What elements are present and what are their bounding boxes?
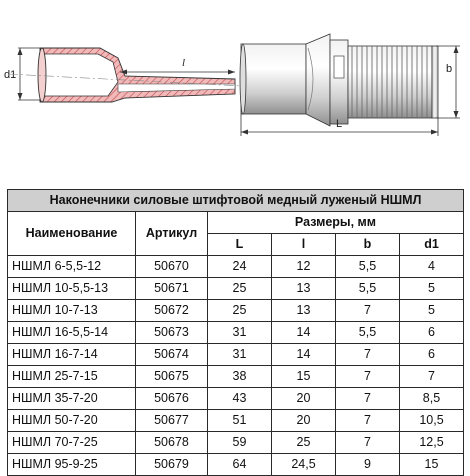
cell-name: НШМЛ 25-7-15 [8,366,136,388]
header-b: b [336,234,400,256]
cell-b: 7 [336,344,400,366]
cell-name: НШМЛ 35-7-20 [8,388,136,410]
cell-d1: 15 [400,454,464,476]
cell-d1: 4 [400,256,464,278]
cell-L: 24 [208,256,272,278]
cell-L: 59 [208,432,272,454]
cell-name: НШМЛ 95-9-25 [8,454,136,476]
table-caption: Наконечники силовые штифтовой медный луженый НШМЛ [8,190,464,212]
cell-article: 50672 [136,300,208,322]
table-row [8,300,464,322]
cell-article: 50679 [136,454,208,476]
cell-b: 9 [336,454,400,476]
b-dimension-label: b [446,63,453,75]
cell-article: 50675 [136,366,208,388]
table-caption-row [8,190,464,212]
header-row-1 [8,212,464,234]
cell-b: 5,5 [336,278,400,300]
table-row [8,322,464,344]
cell-d1: 12,5 [400,432,464,454]
cell-name: НШМЛ 16-7-14 [8,344,136,366]
cell-b: 7 [336,388,400,410]
technical-drawing [0,0,470,185]
table-row [8,278,464,300]
cell-d1: 10,5 [400,410,464,432]
cell-l: 25 [272,432,336,454]
cell-name: НШМЛ 6-5,5-12 [8,256,136,278]
cell-name: НШМЛ 10-7-13 [8,300,136,322]
cell-name: НШМЛ 50-7-20 [8,410,136,432]
cell-article: 50677 [136,410,208,432]
cell-l: 15 [272,366,336,388]
cell-article: 50671 [136,278,208,300]
cell-d1: 7 [400,366,464,388]
cell-d1: 6 [400,344,464,366]
cell-name: НШМЛ 70-7-25 [8,432,136,454]
cell-name: НШМЛ 16-5,5-14 [8,322,136,344]
cell-L: 25 [208,278,272,300]
cell-l: 20 [272,388,336,410]
table-row [8,366,464,388]
header-l: l [272,234,336,256]
header-sizes: Размеры, мм [208,212,464,234]
cell-L: 31 [208,344,272,366]
cell-L: 64 [208,454,272,476]
cell-d1: 5 [400,278,464,300]
cell-l: 13 [272,300,336,322]
header-L: L [208,234,272,256]
L-dimension-label: L [336,118,343,130]
header-name: Наименование [8,212,136,256]
cell-d1: 6 [400,322,464,344]
cell-L: 38 [208,366,272,388]
table-row [8,454,464,476]
cell-b: 7 [336,410,400,432]
cell-b: 5,5 [336,322,400,344]
d1-dimension-label: d1 [4,69,17,81]
header-article: Артикул [136,212,208,256]
cell-b: 7 [336,366,400,388]
cell-l: 20 [272,410,336,432]
section-view [4,48,242,102]
cell-article: 50673 [136,322,208,344]
header-d1: d1 [400,234,464,256]
cell-b: 7 [336,432,400,454]
table-row [8,388,464,410]
exterior-view [240,34,460,136]
table-row [8,344,464,366]
cell-article: 50678 [136,432,208,454]
cell-l: 12 [272,256,336,278]
table-row [8,410,464,432]
l-dimension-label: l [182,57,186,69]
cell-d1: 5 [400,300,464,322]
cell-L: 51 [208,410,272,432]
cell-article: 50674 [136,344,208,366]
table-row [8,256,464,278]
cell-article: 50670 [136,256,208,278]
cell-l: 14 [272,322,336,344]
table-row [8,432,464,454]
cell-L: 25 [208,300,272,322]
cell-d1: 8,5 [400,388,464,410]
cell-l: 24,5 [272,454,336,476]
cell-l: 14 [272,344,336,366]
cell-b: 5,5 [336,256,400,278]
specifications-table [7,189,464,476]
cell-l: 13 [272,278,336,300]
cell-L: 31 [208,322,272,344]
cell-L: 43 [208,388,272,410]
cell-name: НШМЛ 10-5,5-13 [8,278,136,300]
cell-article: 50676 [136,388,208,410]
cell-b: 7 [336,300,400,322]
